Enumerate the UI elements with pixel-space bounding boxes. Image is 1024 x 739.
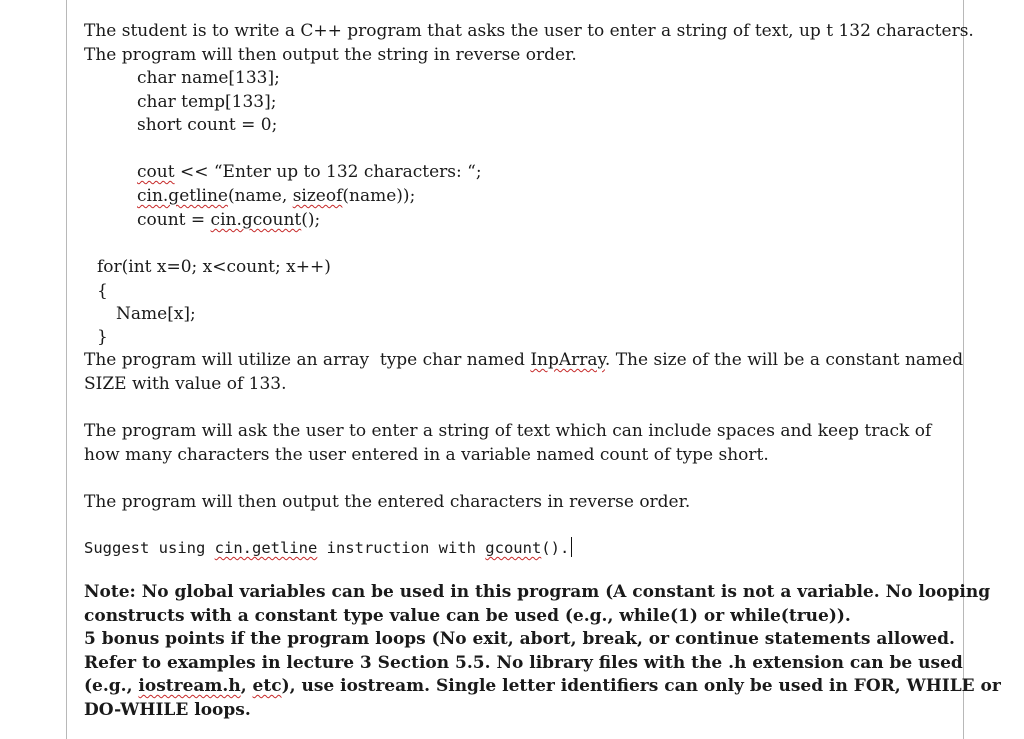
note-text-a: (e.g., — [84, 676, 139, 696]
para1-text-b: . The size of the will be a constant named — [604, 350, 964, 370]
count-lhs: count = — [137, 210, 211, 230]
code-decl-temp: char temp[133]; — [137, 92, 277, 112]
para1-text-a: The program will utilize an array type char named — [84, 350, 531, 370]
cout-keyword: cout — [137, 162, 175, 182]
note-line-3: 5 bonus points if the program loops (No exit, abort, break, or continue statements allowed. — [84, 629, 955, 649]
text-cursor — [571, 537, 572, 557]
suggest-gcount: gcount — [485, 539, 542, 557]
code-getline-line — [137, 184, 415, 208]
code-decl-name: char name[133]; — [137, 68, 280, 88]
para3-line-1: The program will then output the entered characters in reverse order. — [84, 492, 691, 512]
code-cout-line — [137, 160, 482, 184]
getline-end: (name)); — [342, 186, 416, 206]
gcount-call: cin.gcount — [210, 210, 302, 230]
suggest-line[interactable] — [84, 536, 572, 560]
note-text-mid: , — [240, 676, 253, 696]
note-line-1: Note: No global variables can be used in this program (A constant is not a variable. No looping — [84, 582, 991, 602]
para1-line-2: SIZE with value of 133. — [84, 374, 287, 394]
para1-line-1 — [84, 348, 963, 372]
para2-line-2: how many characters the user entered in a variable named count of type short. — [84, 445, 769, 465]
suggest-suffix: (). — [541, 539, 570, 557]
intro-line-2: The program will then output the string in reverse order. — [84, 45, 577, 65]
code-decl-count: short count = 0; — [137, 115, 278, 135]
suggest-prefix: Suggest using — [84, 539, 215, 557]
gcount-end: (); — [301, 210, 321, 230]
note-line-5 — [84, 674, 1001, 698]
note-line-2: constructs with a constant type value can be used (e.g., while(1) or while(true)). — [84, 606, 851, 626]
cout-rest: << “Enter up to 132 characters: “; — [174, 162, 482, 182]
code-gcount-line — [137, 208, 320, 232]
note-text-b: ), use iostream. Single letter identifiers can only be used in FOR, WHILE or — [281, 676, 1001, 696]
code-close-brace: } — [97, 327, 108, 347]
intro-line-1: The student is to write a C++ program that asks the user to enter a string of text, up t 132 characters. — [84, 21, 974, 41]
inparray-name: InpArray — [530, 350, 605, 370]
getline-mid: (name, — [227, 186, 293, 206]
sizeof-call: sizeof — [292, 186, 343, 206]
suggest-middle: instruction with — [317, 539, 486, 557]
code-for-line: for(int x=0; x<count; x++) — [97, 257, 331, 277]
note-line-6: DO-WHILE loops. — [84, 700, 251, 720]
etc-word: etc — [252, 676, 282, 696]
code-open-brace: { — [97, 281, 108, 301]
suggest-getline: cin.getline — [214, 539, 318, 557]
iostream-h: iostream.h — [138, 676, 241, 696]
code-body-line: Name[x]; — [116, 304, 196, 324]
para2-line-1: The program will ask the user to enter a string of text which can include spaces and keep track of — [84, 421, 932, 441]
note-line-4: Refer to examples in lecture 3 Section 5.5. No library files with the .h extension can be used — [84, 653, 963, 673]
getline-call: cin.getline — [137, 186, 228, 206]
